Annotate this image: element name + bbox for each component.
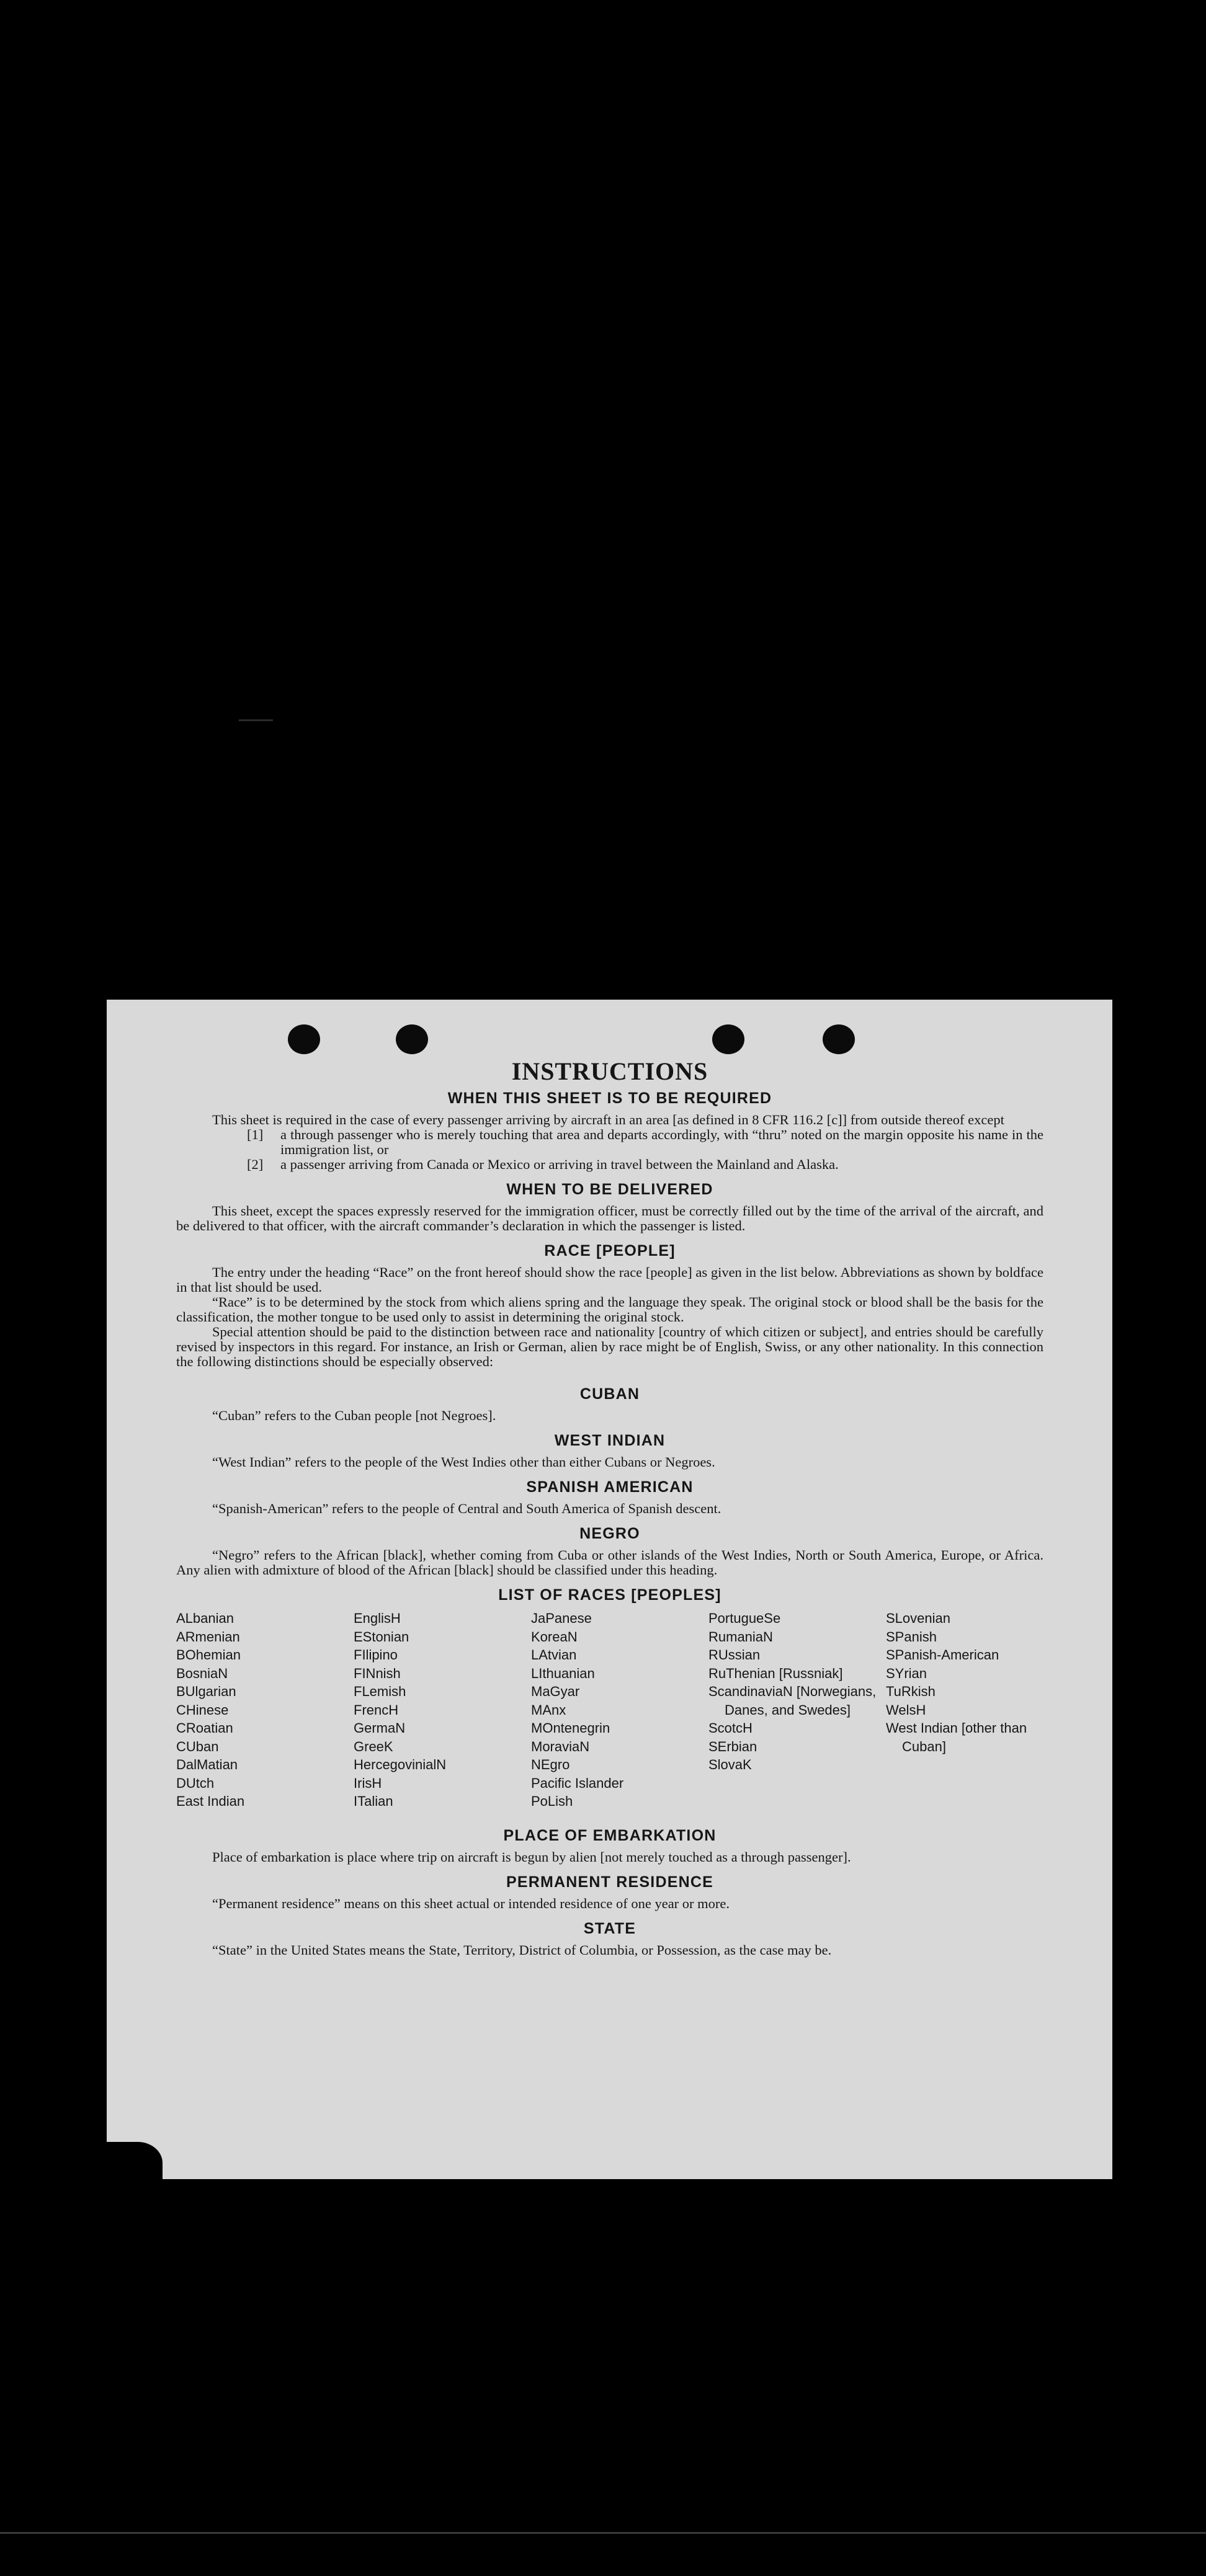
race-entry: West Indian [other than Cuban] xyxy=(886,1720,1027,1754)
races-column xyxy=(708,1609,886,1811)
race-entry: SPanish xyxy=(886,1628,937,1645)
race-entry: WelsH xyxy=(886,1702,926,1718)
race-entry: ScandinaviaN [Norwegians, Danes, and Swedes] xyxy=(708,1684,877,1718)
race-entry: CRoatian xyxy=(176,1720,233,1736)
section-heading-race: RACE [PEOPLE] xyxy=(544,1242,676,1259)
race-entry: LAtvian xyxy=(531,1647,577,1663)
race-entry: BOhemian xyxy=(176,1647,241,1663)
races-column xyxy=(531,1609,708,1811)
document-sheet xyxy=(107,1000,1112,2179)
race-entry: BosniaN xyxy=(176,1665,228,1681)
race-entry: EStonian xyxy=(354,1628,409,1645)
race-entry: NEgro xyxy=(531,1757,570,1772)
race-entry: JaPanese xyxy=(531,1610,592,1626)
race-entry: TuRkish xyxy=(886,1684,936,1699)
races-column xyxy=(354,1609,531,1811)
when-delivered-text: This sheet, except the spaces expressly reserved for the immigration officer, must be correctly filled out by the time of the arrival of the aircraft, and be delivered to that officer, with the aircraft commander’s declaration in which the passenger is listed. xyxy=(176,1203,1043,1233)
race-entry: HercegovinialN xyxy=(354,1757,447,1772)
race-entry: MaGyar xyxy=(531,1684,580,1699)
section-heading-spanish-american: SPANISH AMERICAN xyxy=(526,1478,694,1496)
section-heading-state: STATE xyxy=(583,1919,636,1937)
document-body xyxy=(176,1057,1043,1958)
section-heading-when-delivered: WHEN TO BE DELIVERED xyxy=(506,1181,713,1198)
cuban-text: “Cuban” refers to the Cuban people [not Negroes]. xyxy=(212,1408,496,1423)
race-entry: RuThenian [Russniak] xyxy=(708,1665,843,1681)
exception-item xyxy=(247,1127,1043,1157)
race-entry: RUssian xyxy=(708,1647,761,1663)
state-text: “State” in the United States means the State, Territory, District of Columbia, or Possession, as the case may be. xyxy=(212,1942,832,1958)
section-heading-cuban: CUBAN xyxy=(579,1385,640,1403)
race-entry: LIthuanian xyxy=(531,1665,595,1681)
race-entry: MoraviaN xyxy=(531,1738,590,1754)
race-entry: CHinese xyxy=(176,1702,229,1718)
race-entry: ARmenian xyxy=(176,1628,240,1645)
scan-mark xyxy=(239,719,273,721)
race-entry: SlovaK xyxy=(708,1757,752,1772)
document-title: INSTRUCTIONS xyxy=(511,1057,708,1085)
races-list xyxy=(176,1609,1043,1811)
race-entry: SPanish-American xyxy=(886,1647,999,1663)
exception-number: [2] xyxy=(247,1157,264,1172)
race-paragraph: “Race” is to be determined by the stock from which aliens spring and the language they speak. The original stock or blood shall be the basis for the classification, the mother tongue to be used only to assist in determining the original stock. xyxy=(176,1294,1043,1325)
exception-number: [1] xyxy=(247,1127,264,1142)
embarkation-text: Place of embarkation is place where trip on aircraft is begun by alien [not merely touched as a through passenger]. xyxy=(212,1849,851,1865)
scan-edge-line xyxy=(0,2532,1206,2534)
race-entry: ScotcH xyxy=(708,1720,753,1736)
race-entry: Pacific Islander xyxy=(531,1775,624,1791)
punch-hole xyxy=(823,1024,855,1054)
torn-corner xyxy=(105,2142,163,2180)
race-entry: EnglisH xyxy=(354,1610,401,1626)
spanish-american-text: “Spanish-American” refers to the people of Central and South America of Spanish descent. xyxy=(212,1501,721,1516)
race-entry: ALbanian xyxy=(176,1610,234,1626)
race-entry: FrencH xyxy=(354,1702,399,1718)
race-entry: MAnx xyxy=(531,1702,566,1718)
section-heading-west-indian: WEST INDIAN xyxy=(554,1432,666,1449)
race-entry: FIlipino xyxy=(354,1647,398,1663)
section-heading-list-of-races: LIST OF RACES [PEOPLES] xyxy=(498,1586,721,1604)
section-heading-embarkation: PLACE OF EMBARKATION xyxy=(503,1826,717,1844)
race-paragraph: Special attention should be paid to the distinction between race and nationality [country of which citizen or subject], and entries should be carefully revised by inspectors in this regard. For instance, an Irish or German, alien by race might be of English, Swiss, or any other nationality. In this connection the following distinctions should be especially observed: xyxy=(176,1324,1043,1369)
race-entry: MOntenegrin xyxy=(531,1720,610,1736)
race-entry: GermaN xyxy=(354,1720,406,1736)
exception-item xyxy=(247,1157,1043,1172)
race-entry: BUlgarian xyxy=(176,1684,236,1699)
west-indian-text: “West Indian” refers to the people of the West Indies other than either Cubans or Negroes. xyxy=(212,1454,715,1470)
punch-hole xyxy=(396,1024,428,1054)
race-entry: PoLish xyxy=(531,1793,573,1809)
section-heading-negro: NEGRO xyxy=(579,1525,640,1542)
race-entry: SLovenian xyxy=(886,1610,950,1626)
negro-text: “Negro” refers to the African [black], whether coming from Cuba or other islands of the West Indies, North or South America, Europe, or Africa. Any alien with admixture of blood of the African [black] should be classified under this heading. xyxy=(176,1547,1043,1578)
race-entry: SYrian xyxy=(886,1665,927,1681)
race-entry: IrisH xyxy=(354,1775,382,1791)
race-entry: ITalian xyxy=(354,1793,393,1809)
race-entry: RumaniaN xyxy=(708,1628,773,1645)
punch-hole xyxy=(288,1024,320,1054)
exception-text: a through passenger who is merely touching that area and departs accordingly, with “thru” noted on the margin opposite his name in the immigration list, or xyxy=(280,1127,1043,1157)
races-column xyxy=(886,1609,1043,1811)
section-heading-when-required: WHEN THIS SHEET IS TO BE REQUIRED xyxy=(447,1090,772,1107)
race-entry: SErbian xyxy=(708,1738,757,1754)
race-paragraph: The entry under the heading “Race” on the front hereof should show the race [people] as given in the list below. Abbreviations as shown by boldface in that list should be used. xyxy=(176,1264,1043,1295)
race-entry: CUban xyxy=(176,1738,219,1754)
race-entry: PortugueSe xyxy=(708,1610,781,1626)
race-entry: GreeK xyxy=(354,1738,393,1754)
when-required-intro: This sheet is required in the case of every passenger arriving by aircraft in an area [as defined in 8 CFR 116.2 [c]] from outside thereof except xyxy=(212,1112,1004,1127)
exception-text: a passenger arriving from Canada or Mexico or arriving in travel between the Mainland and Alaska. xyxy=(280,1157,839,1172)
race-entry: DUtch xyxy=(176,1775,215,1791)
races-column xyxy=(176,1609,354,1811)
race-entry: East Indian xyxy=(176,1793,245,1809)
race-entry: DalMatian xyxy=(176,1757,238,1772)
punch-hole xyxy=(712,1024,744,1054)
race-entry: FINnish xyxy=(354,1665,401,1681)
section-heading-residence: PERMANENT RESIDENCE xyxy=(506,1873,713,1891)
race-entry: FLemish xyxy=(354,1684,406,1699)
race-entry: KoreaN xyxy=(531,1628,578,1645)
residence-text: “Permanent residence” means on this sheet actual or intended residence of one year or more. xyxy=(212,1895,730,1911)
